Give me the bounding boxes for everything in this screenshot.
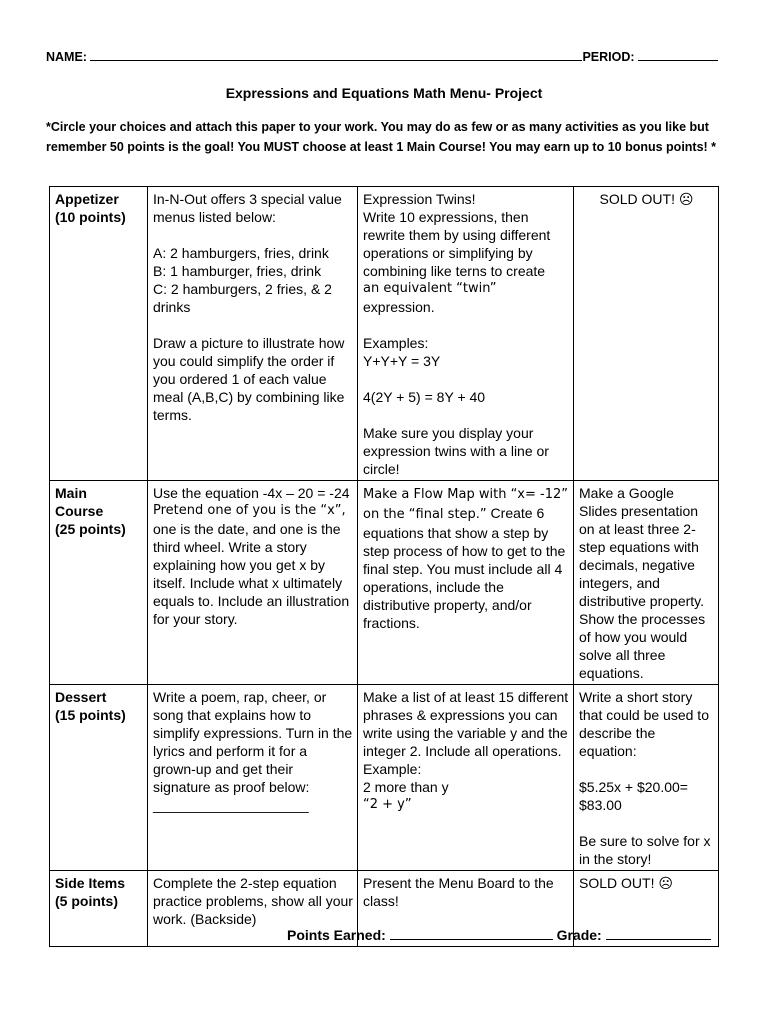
side-items-category	[50, 871, 148, 947]
score-footer	[287, 927, 737, 943]
main-course-option-1[interactable]	[148, 481, 358, 685]
dessert-option-1[interactable]	[148, 685, 358, 871]
sold-out-label: SOLD OUT! ☹	[599, 191, 694, 207]
category-name: Side Items	[55, 875, 126, 891]
points-earned-blank[interactable]	[390, 927, 553, 940]
main-course-row	[50, 481, 719, 685]
category-name: Appetizer	[55, 191, 119, 207]
option-body: Make a Google Slides presentation on at least three 2-step equations with decimals, negative integers, and distributive property. Show the processes of how you would solve all three equations.	[579, 485, 706, 681]
option-story: one is the date, and one is the third wheel. Write a story explaining how you get x by itself. Include what x ultimately equals to. Include an illustration for your story.	[153, 521, 350, 627]
period-label: PERIOD:	[582, 50, 635, 64]
grade-label: Grade:	[556, 927, 602, 943]
appetizer-row	[50, 187, 719, 481]
option-story-alt: Pretend one of you is the “x”,	[153, 503, 346, 518]
option-equation: Use the equation -4x – 20 = -24	[153, 485, 350, 501]
example-label: Example:	[363, 761, 422, 777]
instructions: *Circle your choices and attach this paper to your work. You may do as few or as many activities as you like but remember 50 points is the goal! You MUST choose at least 1 Main Course! You may earn up to 10 bonus points! *	[46, 120, 717, 154]
category-points: (10 points)	[55, 209, 126, 225]
points-earned-label: Points Earned:	[287, 927, 386, 943]
option-body: Create 6 equations that show a step by step process of how to get to the final step. You must include all 4 operations, include the distributive property, and/or fractions.	[363, 505, 566, 631]
page-title: Expressions and Equations Math Menu- Project	[225, 85, 543, 101]
appetizer-option-2[interactable]	[358, 187, 574, 481]
option-body-alt: an equivalent “twin”	[363, 281, 497, 296]
option-body: Write 10 expressions, then rewrite them by using different operations or simplifying by combining like terns to create	[363, 209, 551, 279]
category-points: (15 points)	[55, 707, 126, 723]
option-body: Make a list of at least 15 different phrases & expressions you can write using the variable y and the integer 2. Include all operations.	[363, 689, 569, 759]
example-1: Y+Y+Y = 3Y	[363, 353, 441, 369]
signature-line[interactable]: ____________________	[153, 797, 309, 813]
dessert-row	[50, 685, 719, 871]
option-body: Complete the 2-step equation practice problems, show all your work. (Backside)	[153, 875, 353, 927]
category-name-line-1: Main	[55, 485, 87, 501]
option-note: Make sure you display your expression twins with a line or circle!	[363, 425, 549, 477]
examples-label: Examples:	[363, 335, 429, 351]
category-points: (25 points)	[55, 521, 126, 537]
option-body-end: expression.	[363, 299, 435, 315]
option-body: Present the Menu Board to the class!	[363, 875, 554, 909]
name-label: NAME:	[46, 50, 87, 64]
name-blank[interactable]	[90, 49, 582, 61]
appetizer-option-3	[574, 187, 719, 481]
example-expression: “2 + y”	[363, 797, 412, 812]
option-equation: $5.25x + $20.00= $83.00	[579, 779, 688, 813]
menu-a: A: 2 hamburgers, fries, drink	[153, 245, 329, 261]
main-course-option-2[interactable]	[358, 481, 574, 685]
period-blank[interactable]	[638, 49, 718, 61]
sold-out-label: SOLD OUT! ☹	[579, 875, 673, 891]
option-title: Expression Twins!	[363, 191, 476, 207]
appetizer-category	[50, 187, 148, 481]
menu-table	[49, 186, 719, 947]
appetizer-option-1[interactable]	[148, 187, 358, 481]
example-2: 4(2Y + 5) = 8Y + 40	[363, 389, 486, 405]
main-course-category	[50, 481, 148, 685]
example-phrase: 2 more than y	[363, 779, 449, 795]
option-body: Write a poem, rap, cheer, or song that explains how to simplify expressions. Turn in the lyrics and perform it for a grown-up and get their signature as proof below:	[153, 689, 353, 795]
category-name: Dessert	[55, 689, 107, 705]
category-points: (5 points)	[55, 893, 118, 909]
option-intro: In-N-Out offers 3 special value menus listed below:	[153, 191, 342, 225]
main-course-option-3[interactable]	[574, 481, 719, 685]
menu-b: B: 1 hamburger, fries, drink	[153, 263, 322, 279]
menu-c: C: 2 hamburgers, 2 fries, & 2 drinks	[153, 281, 332, 315]
option-note: Be sure to solve for x in the story!	[579, 833, 711, 867]
dessert-category	[50, 685, 148, 871]
dessert-option-2[interactable]	[358, 685, 574, 871]
option-body: Write a short story that could be used to describe the equation:	[579, 689, 709, 759]
dessert-option-3[interactable]	[574, 685, 719, 871]
grade-blank[interactable]	[606, 927, 711, 940]
name-period-line	[46, 49, 726, 64]
option-flow-map: Make a Flow Map with “x= -12” on the “final step.”	[363, 487, 568, 522]
option-task: Draw a picture to illustrate how you could simplify the order if you ordered 1 of each value meal (A,B,C) by combining like terms.	[153, 335, 345, 423]
category-name-line-2: Course	[55, 503, 104, 519]
